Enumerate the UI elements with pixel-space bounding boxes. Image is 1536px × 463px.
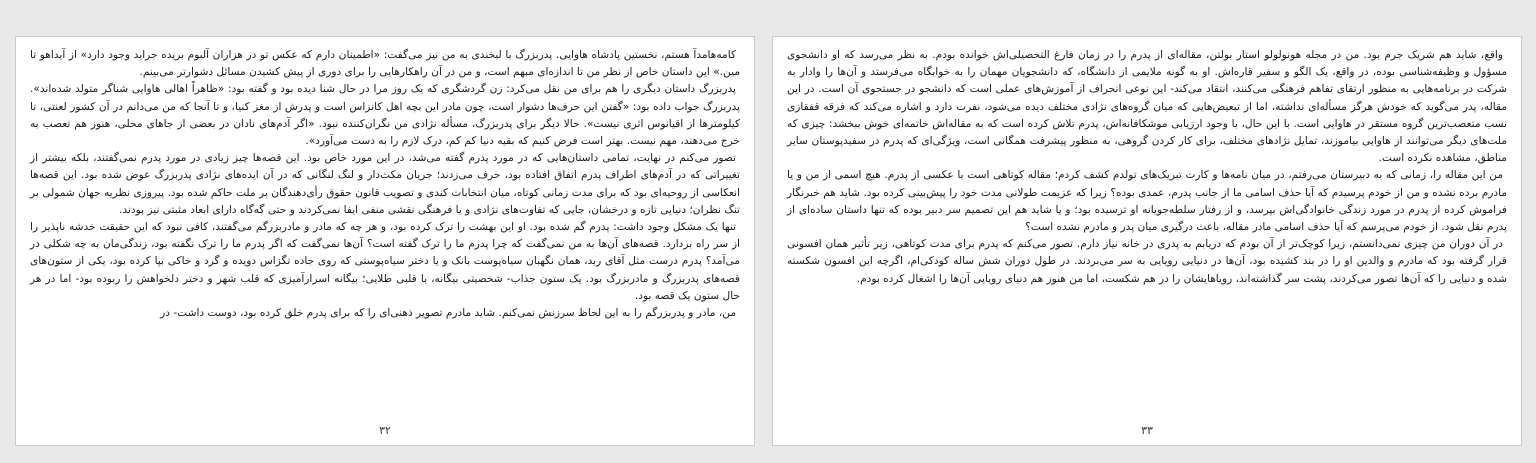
page-left xyxy=(15,36,755,446)
paragraph: در آن دوران من چیزی نمی‌دانستم، زیرا کوچک‌تر از آن بودم که دریابم به پدری در خانه نیاز دارم. تصور می‌کنم که پدرم برای مدت کوتاهی، زیر تأثیر همان افسونی قرار گرفته بود که مادرم و والدین او را در بند کشیده بود، آن‌ها در دنیایی رویایی به سر می‌بردند. در طول دوران شش ساله کودکی‌ام، اگرچه این افسون شکسته شده و دنیایی را که آن‌ها تصور می‌کردند، پشت سر گذاشته‌اند، رویاهایشان را در هم شکست، اما من هنوز هم دنیای رویایی آن‌ها را اشغال کرده بودم. xyxy=(787,238,1507,285)
page-right-body xyxy=(787,47,1507,288)
paragraph: من، مادر و پدربزرگم را به این لحاظ سرزنش نمی‌کنم. شاید مادرم تصویر ذهنی‌ای را که برای پدرم خلق کرده بود، دوست داشت- در xyxy=(160,307,736,320)
paragraph: پدربزرگ داستان دیگری را هم برای من نقل می‌کرد: زن گردشگری که یک روز مرا در حال شنا دیده بود و گفته بود: «ظاهراً اهالی هاوایی شناگر متولد شده‌اند». پدربزرگ جواب داده بود: «گفتن این حرف‌ها دشوار است، چون مادر این بچه اهل کانزاس است و پدرش از مغز کنیا، و تا آنجا که من می‌دانم در آن کشور لعنتی، تا کیلومترها از اقیانوس اثری نیست». حالا دیگر برای پدربزرگ، مسأله نژادی من نگران‌کننده نبود. «اگر آدم‌های نادان در بعضی از جاهای محلی، هنوز هم تعصب به خرج می‌دهند، مهم نیست. بهتر است فرض کنیم که بقیه دنیا کم کم، درک لازم را به دست می‌آورد». xyxy=(30,83,740,148)
paragraph: تصور می‌کنم در نهایت، تمامی داستان‌هایی که در مورد پدرم گفته می‌شد، در این مورد خاص بود. این قصه‌ها چیز زیادی در مورد پدرم نمی‌گفتند، بلکه بیشتر از تغییراتی که در آدم‌های اطراف پدرم اتفاق افتاده بود، حرف می‌زدند؛ جریان مکث‌دار و لنگ لنگانی که در آن ایده‌های نژادی پدربزرگ عوض شده بود. این قصه‌ها انعکاسی از روحیه‌ای بود که برای مدت زمانی کوتاه، میان انتخابات کندی و تصویب قانون حقوق رأی‌دهندگان بر ملت حاکم شده بود. پیروزی نظریه جهان شمولی بر تنگ نظران؛ دنیایی تازه و درخشان، جایی که تفاوت‌های نژادی و یا فرهنگی نقشی منفی ایفا نمی‌کردند و حتی گه‌گاه دارای ابعاد مثبتی نیز بودند. xyxy=(30,152,740,216)
page-right xyxy=(772,36,1522,446)
page-number-left: ۳۲ xyxy=(379,424,391,437)
page-left-body xyxy=(30,47,740,322)
paragraph: واقع، شاید هم شریک جرم بود. من در مجله هونولولو استار بولتن، مقاله‌ای از پدرم را در زمان فارغ التحصیلی‌اش خوانده بودم. به نظر می‌رسد که او دانشجوی مسؤول و وظیفه‌شناسی بوده، در واقع، یک الگو و سفیر قاره‌اش. او به گونه ملایمی از دانشگاه، که دانشجویان مهمان را به خوابگاه می‌فرستد و آن‌ها را وادار به شرکت در برنامه‌هایی به منظور ارتقای تفاهم فرهنگی می‌کنند، انتقاد می‌کند- این نوعی انحراف از آموزش‌های عملی است که دانشجو در جستجوی آن است. در این مقاله، پدر می‌گوید که خودش هرگز مسأله‌ای نداشته، اما از تبعیض‌هایی که میان گروه‌های نژادی مختلف دیده می‌شود، نفرت دارد و اشاره می‌کند که فرقه قفقازی نسب متعصب‌ترین گروه مستقر در هاوایی است. با این حال، با وجود ارزیابی موشکافانه‌اش، پدرم تلاش کرده است که به مقاله‌اش خاتمه‌ای خوش ببخشد: چیزی که ملت‌های دیگر می‌توانند از هاوایی بیاموزند، تمایل نژادهای مختلف، برای کار کردن گروهی، به منظور پیشرفت همگانی است، ویژگی‌ای که پدرم در سفیدپوستان سایر مناطق، مشاهده نکرده است. xyxy=(787,49,1507,165)
paragraph: تنها یک مشکل وجود داشت: پدرم گم شده بود. او این بهشت را ترک کرده بود، و هر چه که مادر و مادربزرگم می‌گفتند، کافی نبود که این حقیقت خدشه ناپذیر را از سر راه بردارد. قصه‌های آن‌ها به من نمی‌گفت که چرا پدرم ما را ترک گفته است؟ آن‌ها نمی‌گفت که اگر پدرم ما را ترک نگفته بود، زندگی‌مان به چه شکلی در می‌آمد؟ پدرم درست مثل آقای ربد، همان نگهبان سیاه‌پوست بانک و یا دختر سیاه‌پوستی که روی جاده تگزاس دویده و گرد و خاکی بپا کرده بود، یکی از ستون‌های قصه‌های پدربزرگ و مادربزرگ بود. یک ستون جذاب- شخصیتی بیگانه، با قلبی طلایی؛ بیگانه اسرارآمیزی که قلب شهر و دختر دلخواهش را ربوده بود- اما در هر حال ستون یک قصه بود. xyxy=(30,221,740,302)
paragraph: کامه‌هامدآ هستم، نخستین پادشاه هاوایی. پدربزرگ با لبخندی به من نیز می‌گفت: «اطمینان دارم که عکس تو در هزاران آلبوم بریده جراید وجود دارد» از آیداهو تا مین.» این داستان خاص از نظر من تا اندازه‌ای مبهم است، و من در آن راهکارهایی را برای دوری از پیش کشیدن مسائل دشوارتر می‌بینم. xyxy=(30,49,740,79)
page-number-right: ۳۳ xyxy=(1141,424,1153,437)
paragraph: من این مقاله را، زمانی که به دبیرستان می‌رفتم، در میان نامه‌ها و کارت تبریک‌های تولدم کشف کردم؛ مقاله کوتاهی است با عکسی از پدرم. هیچ اسمی از من و یا مادرم برده نشده و من از خودم پرسیدم که آیا حذف اسامی ما از جانب پدرم، عمدی بوده؟ زیرا که عزیمت طولانی مدت خود را پیش‌بینی کرده بود. شاید هم خبرنگار فراموش کرده از پدرم در مورد زندگی خانوادگی‌اش بپرسد، و از رفتار سلطه‌جویانه او ترسیده بود؛ و یا شاید هم این تصمیم سر دبیر بوده که تنها داستان ساده‌ای از پدرم نقل شود. از خودم می‌پرسم که آیا حذف اسامی مادر مقاله، باعث درگیری میان پدر و مادرم نشده است؟ xyxy=(787,169,1507,234)
